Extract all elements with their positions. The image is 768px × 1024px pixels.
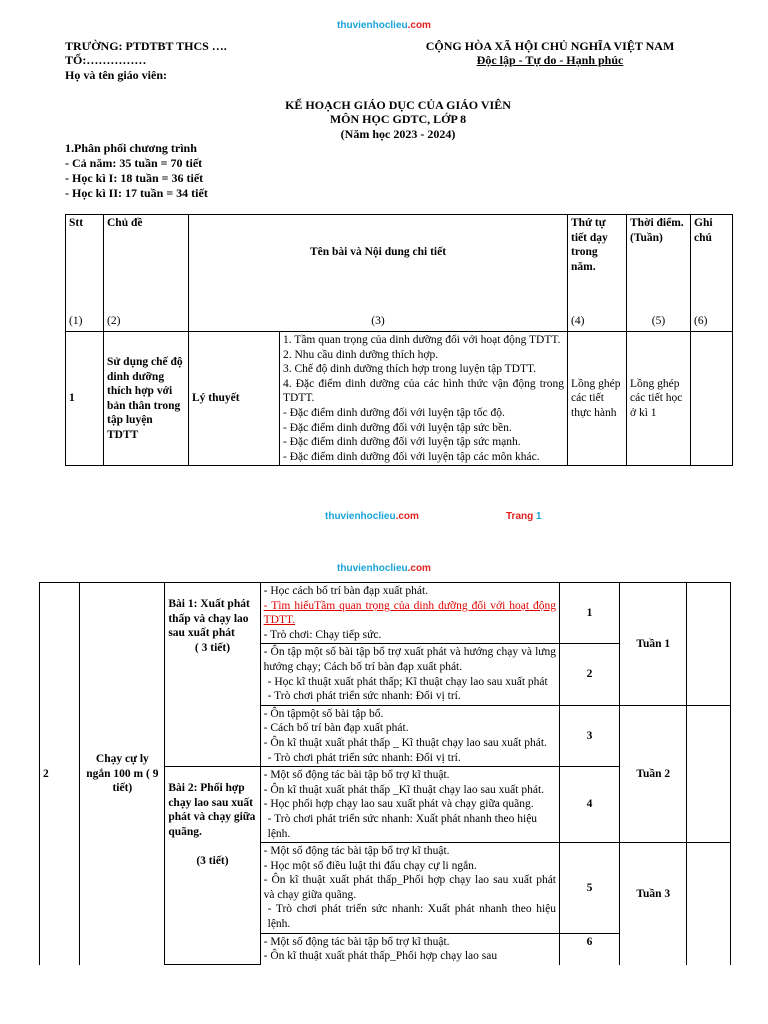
- lesson-row-5: [260, 843, 559, 934]
- page-label: Trang: [506, 511, 537, 522]
- header-stt: [66, 215, 104, 313]
- watermark-page2: [0, 563, 768, 574]
- row1-note: [691, 332, 733, 466]
- plan-table-2: [39, 582, 731, 965]
- content-line: - Đặc điểm dinh dưỡng đối với luyện tập sức mạnh.: [283, 436, 521, 449]
- period-num-4: 4: [560, 767, 620, 843]
- footer-watermark: [325, 511, 419, 522]
- week-1: Tuần 1: [620, 583, 687, 706]
- group-name: TỔ:……………: [65, 53, 147, 67]
- period-num-1: 1: [560, 583, 620, 644]
- lesson-line: - Một số động tác bài tập bổ trợ kĩ thuật.: [263, 769, 450, 782]
- col-num-2: (2): [104, 313, 189, 332]
- bai1-title: Bài 1: Xuất phát thấp và chạy lao sau xuất phát: [168, 598, 250, 640]
- period-num-2: 2: [560, 644, 620, 705]
- distribution-heading: 1.Phân phối chương trình: [65, 141, 197, 155]
- content-line: 1. Tầm quan trọng của dinh dưỡng đối với hoạt động TDTT.: [283, 334, 561, 347]
- header-content-text: Tên bài và Nội dung chi tiết: [309, 245, 447, 258]
- distribution-line: - Cả năm: 35 tuần = 70 tiết: [65, 156, 203, 170]
- lesson-line: - Một số động tác bài tập bổ trợ kĩ thuật.: [263, 845, 450, 858]
- content-line: - Đặc điểm dinh dưỡng đối với luyện tập sức bền.: [283, 421, 512, 434]
- footer-site: thuvienhoclieu: [325, 511, 396, 522]
- lesson-line: - Trò chơi: Chạy tiếp sức.: [263, 628, 382, 641]
- lesson-line: - Trò chơi phát triển sức nhanh: Đổi vị trí.: [267, 751, 461, 764]
- school-name: TRƯỜNG: PTDTBT THCS ….: [65, 39, 227, 53]
- lesson-line: - Ôn kĩ thuật xuất phát thấp_Phối hợp chạy lao sau: [263, 950, 498, 963]
- header-order-text: Thứ tự tiết dạy trong năm.: [571, 217, 608, 273]
- lesson-line: - Cách bố trí bàn đạp xuất phát.: [263, 722, 409, 735]
- watermark-text: thuvienhoclieu: [337, 563, 408, 574]
- row1-time: Lồng ghép các tiết học ở kì 1: [627, 332, 691, 466]
- lesson-line: - Học phối hợp chạy lao sau xuất phát và chạy giữa quãng.: [263, 798, 534, 811]
- plan-title: KẾ HOẠCH GIÁO DỤC CỦA GIÁO VIÊN: [285, 98, 511, 112]
- header-stt-text: Stt: [69, 217, 84, 229]
- watermark-text: thuvienhoclieu: [337, 20, 408, 31]
- header-topic: [104, 215, 189, 313]
- lesson-line: - Học một số điều luật thi đấu chạy cự li ngắn.: [263, 859, 477, 872]
- watermark-domain: .com: [407, 563, 431, 574]
- note-1: [687, 583, 731, 706]
- header-order: [568, 215, 627, 313]
- row2-stt: 2: [40, 583, 80, 965]
- col-num-5: (5): [627, 313, 691, 332]
- watermark-top: [0, 20, 768, 31]
- col-num-4: (4): [568, 313, 627, 332]
- page-number: [506, 511, 542, 522]
- row1-order: Lồng ghép các tiết thực hành: [568, 332, 627, 466]
- lesson-row-6: [260, 933, 559, 965]
- header-content: [189, 215, 568, 313]
- watermark-domain: .com: [407, 20, 431, 31]
- header-topic-text: Chủ đề: [107, 217, 143, 229]
- lesson-row-3: [260, 705, 559, 766]
- row1-lesson: Lý thuyết: [189, 332, 280, 466]
- week-2: Tuần 2: [620, 705, 687, 842]
- plan-subject: MÔN HỌC GDTC, LỚP 8: [329, 112, 467, 126]
- country-name: CỘNG HÒA XÃ HỘI CHỦ NGHĨA VIỆT NAM: [425, 39, 675, 53]
- content-line: 4. Đặc điểm dinh dưỡng của các hình thức vận động trong TDTT.: [283, 377, 565, 405]
- bai2-cell: [165, 767, 260, 965]
- bai2-periods: (3 tiết): [196, 854, 229, 867]
- lesson-line: - Học kĩ thuật xuất phát thấp; Kĩ thuật chạy lao sau xuất phát: [267, 675, 548, 688]
- lesson-line: - Học cách bố trí bàn đạp xuất phát.: [263, 585, 429, 597]
- header-note-text: Ghi chú: [694, 217, 713, 244]
- period-num-3: 3: [560, 705, 620, 766]
- col-num-3: (3): [189, 313, 568, 332]
- lesson-line-highlight: - Tìm hiểuTầm quan trọng của dinh dưỡng đối với hoạt động TDTT.: [263, 599, 557, 627]
- distribution-line: - Học kì II: 17 tuần = 34 tiết: [65, 186, 208, 200]
- lesson-row-1: [260, 583, 559, 644]
- row1-content: [280, 332, 568, 466]
- plan-year: (Năm học 2023 - 2024): [340, 127, 456, 141]
- row1-topic: Sử dụng chế độ dinh dưỡng thích hợp với bản thân trong tập luyện TDTT: [104, 332, 189, 466]
- lesson-line: - Ôn tậpmột số bài tập bổ.: [263, 707, 384, 720]
- content-line: 3. Chế độ dinh dưỡng thích hợp trong luyện tập TDTT.: [283, 363, 537, 376]
- lesson-row-4: [260, 767, 559, 843]
- page-num: 1: [536, 511, 542, 522]
- col-num-1: (1): [66, 313, 104, 332]
- teacher-name: Họ và tên giáo viên:: [65, 68, 167, 82]
- week-3: Tuần 3: [620, 843, 687, 965]
- lesson-line: - Trò chơi phát triển sức nhanh: Đối vị trí.: [267, 690, 461, 703]
- bai1-cell: [165, 583, 260, 767]
- bai1-periods: ( 3 tiết): [194, 641, 231, 654]
- row2-topic: Chạy cự ly ngắn 100 m ( 9 tiết): [80, 583, 165, 965]
- national-motto: Độc lập - Tự do - Hạnh phúc: [476, 53, 624, 67]
- header-time: [627, 215, 691, 313]
- note-2: [687, 705, 731, 842]
- lesson-line: - Trò chơi phát triển sức nhanh: Xuất phát nhanh theo hiệu lệnh.: [267, 812, 538, 840]
- header-time-text: Thời điểm. (Tuần): [630, 217, 684, 244]
- col-num-6: (6): [691, 313, 733, 332]
- lesson-line: - Ôn kĩ thuật xuất phát thấp _ Kĩ thuật chạy lao sau xuất phát.: [263, 736, 547, 749]
- header-note: [691, 215, 733, 313]
- distribution-line: - Học kì I: 18 tuần = 36 tiết: [65, 171, 204, 185]
- period-num-5: 5: [560, 843, 620, 934]
- bai2-title: Bài 2: Phối hợp chạy lao sau xuất phát và chạy giữa quãng.: [168, 782, 256, 838]
- lesson-row-2: [260, 644, 559, 705]
- lesson-line: - Ôn tập một số bài tập bổ trợ xuất phát và hướng chạy và lưng hướng chạy; Cách bố trí bàn đạp xuất phát.: [263, 646, 557, 673]
- lesson-line: - Ôn kĩ thuật xuất phát thấp _Kĩ thuật chạy lao sau xuất phát.: [263, 783, 545, 796]
- footer-domain: .com: [395, 511, 419, 522]
- lesson-line: - Ôn kĩ thuật xuất phát thấp_Phối hợp chạy lao sau xuất phát và chạy giữa quãng.: [263, 874, 557, 901]
- content-line: - Đặc điểm dinh dưỡng đối với luyện tập các môn khác.: [283, 450, 540, 463]
- period-num-6: 6: [560, 933, 620, 965]
- content-line: 2. Nhu cầu dinh dưỡng thích hợp.: [283, 348, 439, 361]
- lesson-line: - Một số động tác bài tập bổ trợ kĩ thuật.: [263, 935, 450, 948]
- note-3: [687, 843, 731, 965]
- plan-table-1: [65, 214, 733, 466]
- lesson-line: - Trò chơi phát triển sức nhanh: Xuất phát nhanh theo hiệu lệnh.: [267, 903, 557, 931]
- content-line: - Đặc điểm dinh dưỡng đối với luyện tập tốc độ.: [283, 407, 505, 420]
- row1-stt: 1: [66, 332, 104, 466]
